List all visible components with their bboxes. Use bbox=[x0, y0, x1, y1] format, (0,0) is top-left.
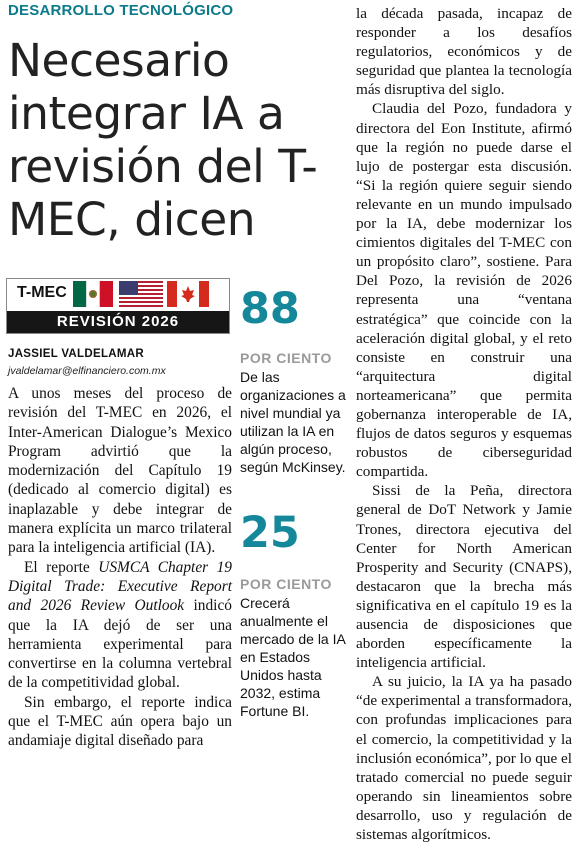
stat-unit: POR CIENTO bbox=[240, 350, 332, 366]
stat-unit: POR CIENTO bbox=[240, 576, 332, 592]
body-paragraph: El reporte USMCA Chapter 19 Digital Trade: Executive Report and 2026 Review Outlook indicó que la IA dejó de ser una herramienta experimental para convertirse en la columna vertebral de la competitividad global. bbox=[8, 558, 232, 692]
body-paragraph: A unos meses del proceso de revisión del T-MEC en 2026, el Inter-American Dialogue’s Mexico Program advirtió que la modernización del Capítulo 19 (dedicado al comercio digital) es inaplazable y debe integrar de manera explícita un marco trilateral para la inteligencia artificial (IA). bbox=[8, 385, 232, 557]
mexico-flag-icon bbox=[73, 281, 113, 307]
body-column-left bbox=[8, 384, 232, 751]
stat-value: 25 bbox=[240, 508, 300, 558]
body-paragraph: Sin embargo, el reporte indica que el T-MEC aún opera bajo un andamiaje digital diseñado para bbox=[8, 693, 232, 750]
author-name: JASSIEL VALDELAMAR bbox=[8, 348, 144, 360]
author-email: jvaldelamar@elfinanciero.com.mx bbox=[8, 365, 166, 377]
canada-flag-icon bbox=[167, 281, 209, 307]
body-paragraph: A su juicio, la IA ya ha pasado “de experimental a transformadora, con profundas implicaciones para el comercio, la competitividad y la inclusión económica”, por lo que el tratado comercial no puede seguir operando sin lineamientos sobre desarrollo, uso y regulación de sistemas algorítmicos. bbox=[356, 673, 572, 844]
section-label: DESARROLLO TECNOLÓGICO bbox=[8, 2, 234, 19]
headline: Necesario integrar IA a revisión del T-MEC, dicen bbox=[8, 34, 318, 246]
tmec-badge bbox=[6, 278, 230, 334]
body-paragraph: la década pasada, incapaz de responder a los desafíos regulatorios, económicos y de seguridad que plantea la tecnología más disruptiva del siglo. bbox=[356, 5, 572, 99]
stat-description: De las organizaciones a nivel mundial ya utilizan la IA en algún proceso, según McKinsey. bbox=[240, 369, 346, 475]
badge-subtitle: REVISIÓN 2026 bbox=[7, 311, 229, 333]
usa-flag-icon bbox=[119, 281, 163, 307]
stat-value: 88 bbox=[240, 284, 300, 334]
body-paragraph: Claudia del Pozo, fundadora y directora del Eon Institute, afirmó que la región no puede darse el lujo de postergar esta discusión. “Si la región quiere seguir siendo relevante en un mundo impulsado por la IA, debe modernizar los cimientos digitales del T-MEC con un propósito claro”, sostiene. Para Del Pozo, la revisión de 2026 representa una “ventana estratégica” que coincide con la aceleración digital global, y el reto consiste en construir una “arquitectura digital norteamericana” que permita gobernanza interoperable de IA, flujos de datos seguros y esquemas robustos de ciberseguridad compartida. bbox=[356, 100, 572, 481]
stat-description: Crecerá anualmente el mercado de la IA en Estados Unidos hasta 2032, estima Fortune BI. bbox=[240, 595, 346, 719]
body-paragraph: Sissi de la Peña, directora general de DoT Network y Jamie Trones, directora ejecutiva del Center for North American Prosperity and Security (CNAPS), destacaron que la brecha más significativa en el capítulo 19 es la ausencia de disposiciones que aborden específicamente la inteligencia artificial. bbox=[356, 482, 572, 672]
body-column-right bbox=[356, 4, 572, 844]
badge-label: T-MEC bbox=[17, 284, 67, 301]
